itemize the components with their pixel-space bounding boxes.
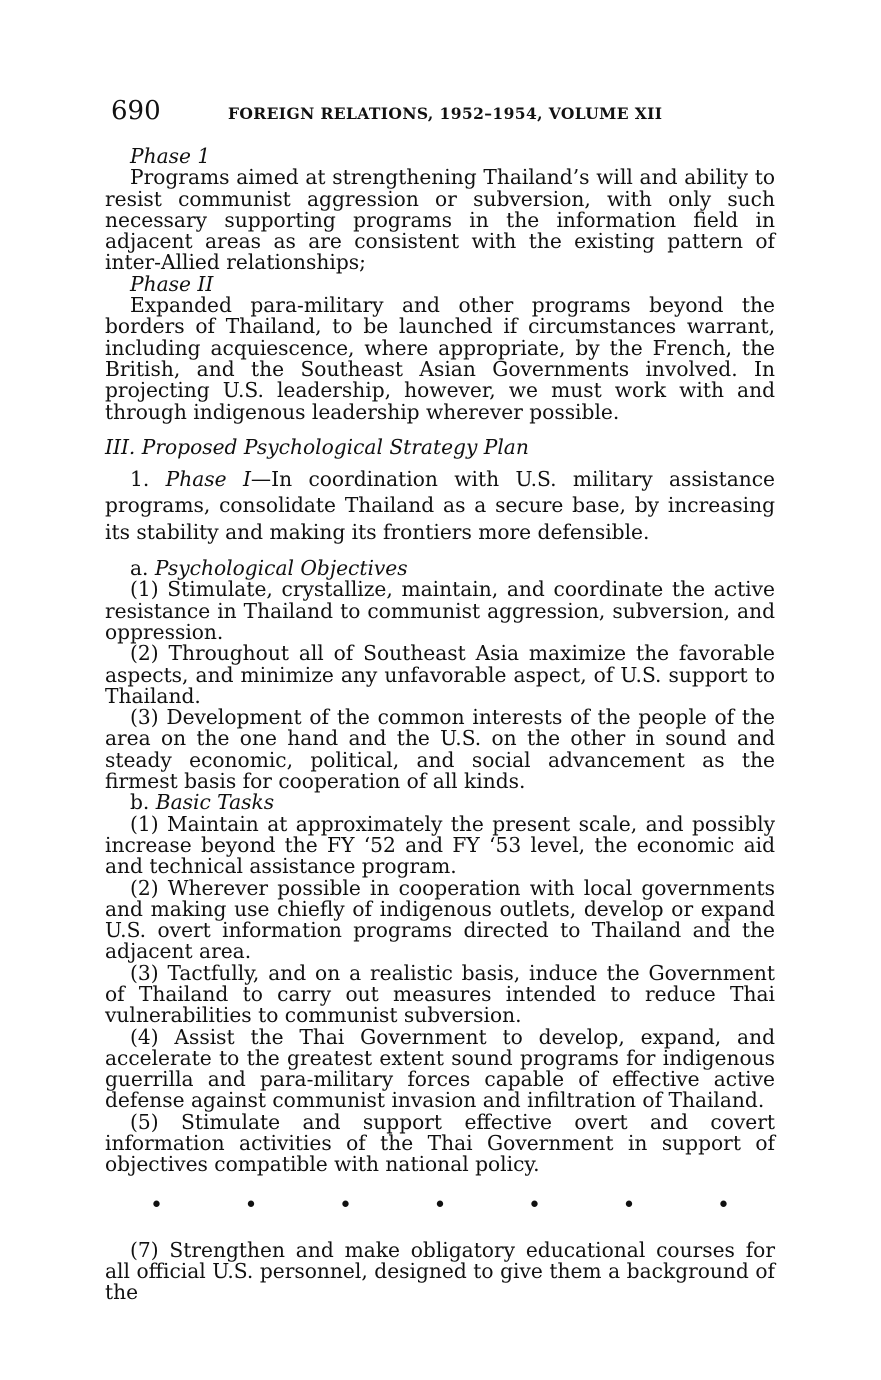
objective-item: (1) Stimulate, crystallize, maintain, and coordinate the active resistance in Thailand to communist aggression, subversion, and oppression.	[105, 577, 775, 644]
task-item: (2) Wherever possible in cooperation with local governments and making use chiefly of indigenous outlets, develop or expand U.S. overt information programs directed to Thailand and the adjacent area.	[105, 875, 775, 964]
phase-1-label: Phase 1	[130, 144, 211, 168]
tasks-heading	[105, 792, 775, 813]
tasks-prefix: b.	[130, 790, 156, 815]
phase-i-paragraph	[105, 466, 775, 545]
task-item: (5) Stimulate and support effective overt and covert information activities of the Thai Government in support of objectives compatible with national policy.	[105, 1109, 775, 1177]
page-number: 690	[111, 96, 161, 126]
page-header	[111, 97, 751, 129]
ellipsis-dot: •	[244, 1192, 258, 1218]
tasks-label: Basic Tasks	[155, 790, 275, 815]
objectives-heading	[105, 558, 775, 579]
phase-2-paragraph: Expanded para-military and other programs beyond the borders of Thailand, to be launched if circumstances warrant, including acquiescence, where appropriate, by the French, the British, and the Southeast Asian Governments involved. In projecting U.S. leadership, however, we must work with and through indigenous leadership wherever possible.	[105, 293, 775, 424]
section-heading: III. Proposed Psychological Strategy Plan	[105, 434, 529, 459]
phase-i-label: Phase I	[165, 467, 251, 492]
ellipsis-dot: •	[622, 1192, 636, 1218]
running-title: FOREIGN RELATIONS, 1952–1954, VOLUME XII	[228, 104, 663, 123]
task-item-7: (7) Strengthen and make obligatory educational courses for all official U.S. personnel, designed to give them a background of the	[105, 1237, 775, 1305]
omission-ellipsis	[105, 1194, 775, 1218]
ellipsis-dot: •	[528, 1192, 541, 1218]
ellipsis-dot: •	[717, 1192, 730, 1218]
body-text	[105, 146, 775, 1304]
ellipsis-dot: •	[339, 1192, 352, 1218]
phase-i-text: —In coordination with U.S. military assistance programs, consolidate Thailand as a secure base, by increasing its stability and making its frontiers more defensible.	[105, 467, 775, 544]
phase-2-label: Phase II	[130, 271, 214, 296]
phase-1-paragraph: Programs aimed at strengthening Thailand’s will and ability to resist communist aggression or subversion, with only such necessary supporting programs in the information field in adjacent areas as are consistent with the existing pattern of inter-Allied relationships;	[105, 165, 775, 275]
ellipsis-dot: •	[433, 1192, 447, 1218]
ellipsis-dot: •	[150, 1192, 163, 1218]
objective-item: (3) Development of the common interests of the people of the area on the one hand and the U.S. on the other in sound and steady economic, political, and social advancement as the firmest basis for cooperation of all kinds.	[105, 705, 775, 794]
task-item: (3) Tactfully, and on a realistic basis, induce the Government of Thailand to carry out measures intended to reduce Thai vulnerabilities to communist subversion.	[105, 960, 775, 1028]
task-item: (4) Assist the Thai Government to develop, expand, and accelerate to the greatest extent sound programs for indigenous guerrilla and para-military forces capable of effective active defense against communist invasion and infiltration of Thailand.	[105, 1024, 775, 1113]
objectives-label: Psychological Objectives	[154, 556, 408, 581]
objectives-prefix: a.	[130, 556, 155, 581]
item-prefix: 1.	[130, 467, 166, 492]
objective-item: (2) Throughout all of Southeast Asia maximize the favorable aspects, and minimize any unfavorable aspect, of U.S. support to Thailand.	[105, 641, 775, 708]
task-item: (1) Maintain at approximately the present scale, and possibly increase beyond the FY ‘52 and FY ‘53 level, the economic aid and technical assistance program.	[105, 811, 775, 879]
